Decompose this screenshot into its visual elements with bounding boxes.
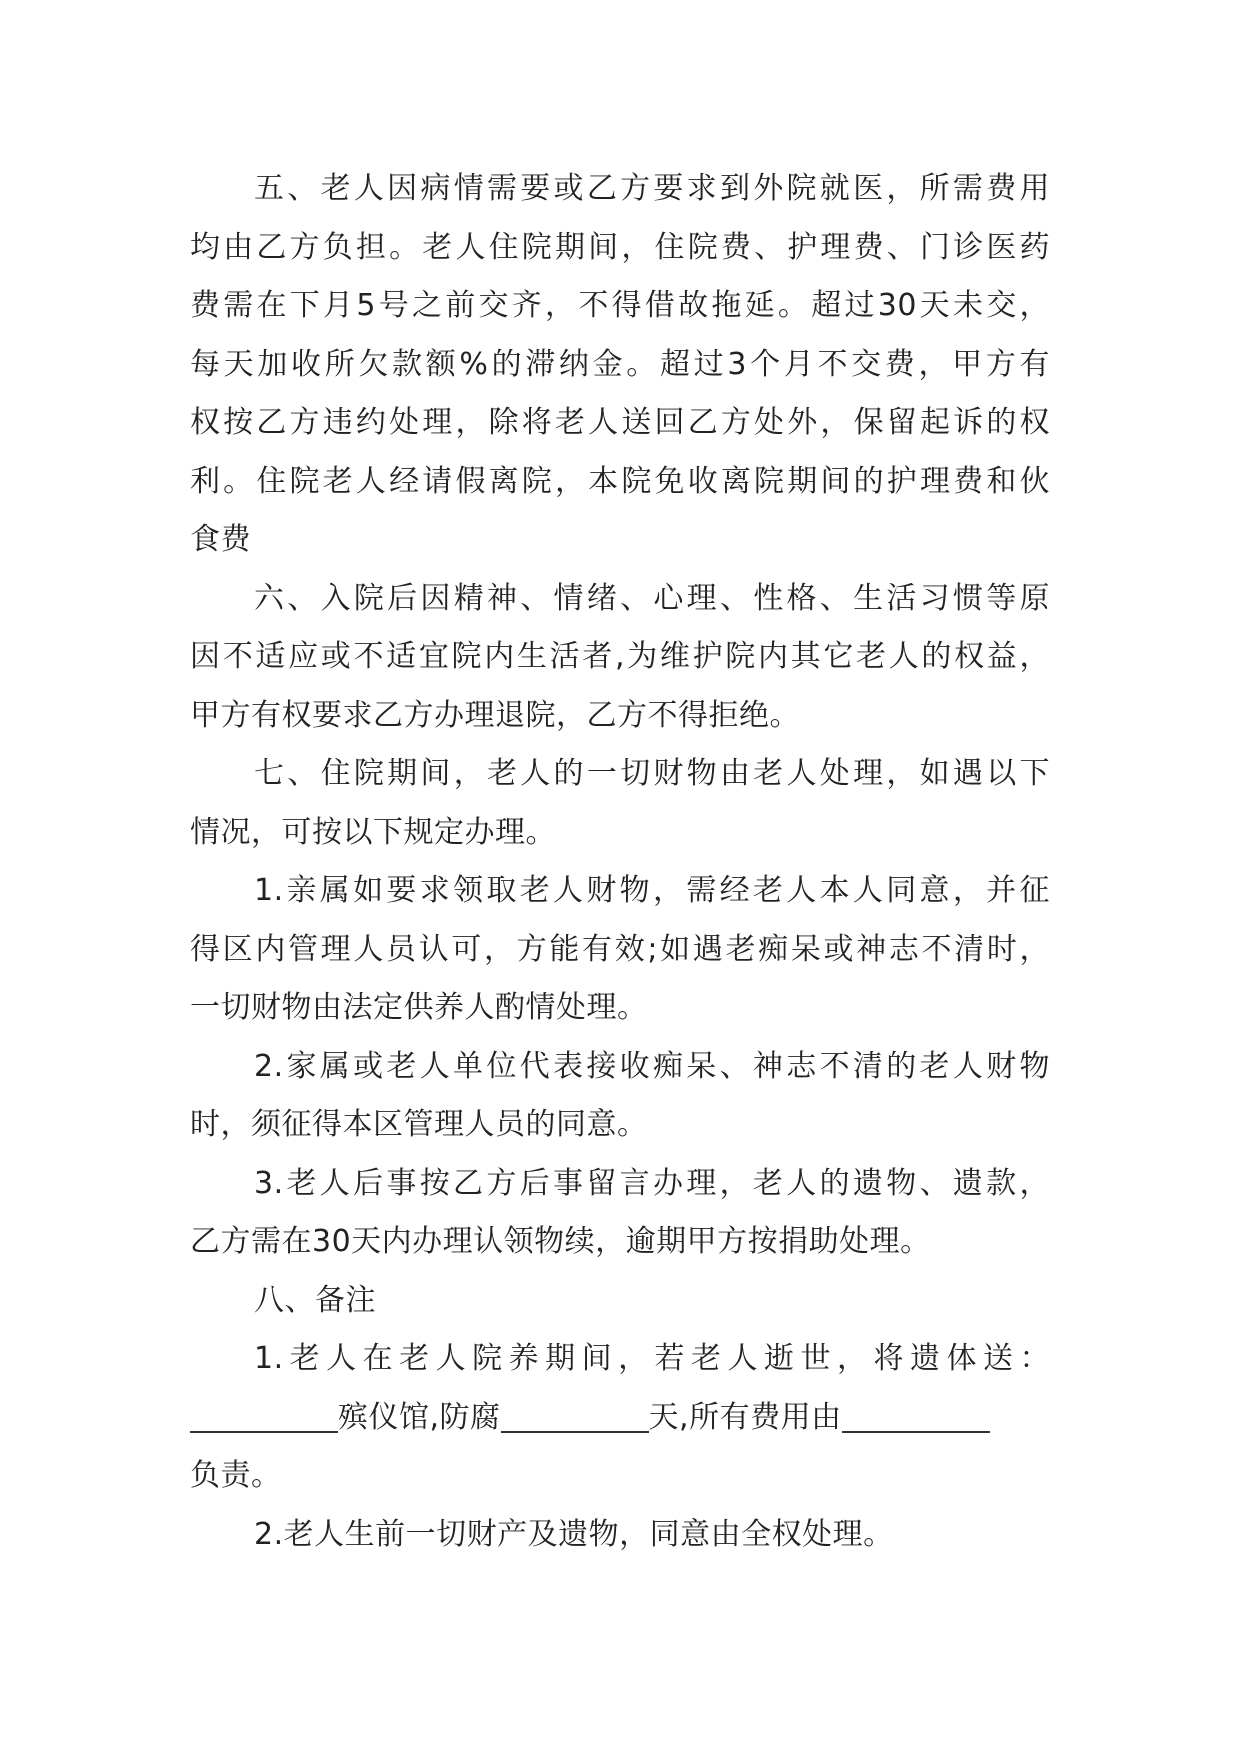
section-5 [190,160,1050,570]
section-5-line-2: 均由乙方负担。老人住院期间，住院费、护理费、门诊医药 [190,229,1050,265]
blank-days [501,1403,649,1433]
section-7 [190,745,1050,1272]
section-8-item-1-line-2 [190,1389,1050,1448]
section-6-line-2: 因不适应或不适宜院内生活者,为维护院内其它老人的权益， [190,639,1050,674]
section-5-line-5: 权按乙方违约处理，除将老人送回乙方处外，保留起诉的权 [190,405,1050,440]
section-5-line-6: 利。住院老人经请假离院，本院免收离院期间的护理费和伙 [190,463,1050,499]
section-7-item-3-line-1: 3.老人后事按乙方后事留言办理，老人的遗物、遗款， [254,1165,1050,1201]
section-7-line-2: 情况，可按以下规定办理。 [190,814,556,850]
section-8-item-1-line-3: 负责。 [190,1458,282,1493]
document-page [190,160,1050,1564]
section-7-item-1-line-3: 一切财物由法定供养人酌情处理。 [190,990,648,1025]
section-8-item-1-part-a: 殡仪馆,防腐 [338,1399,501,1435]
blank-funeral-home [190,1403,338,1433]
section-6-line-3: 甲方有权要求乙方办理退院，乙方不得拒绝。 [190,697,800,733]
section-7-item-2-line-1: 2.家属或老人单位代表接收痴呆、神志不清的老人财物 [254,1048,1050,1084]
section-6 [190,570,1050,746]
section-8 [190,1272,1050,1565]
section-8-item-1-line-1: 1.老人在老人院养期间，若老人逝世，将遗体送： [254,1341,1050,1376]
section-7-item-3-line-2: 乙方需在30天内办理认领物续，逾期甲方按捐助处理。 [190,1224,931,1259]
section-5-line-7: 食费 [190,522,251,557]
section-7-item-2-line-2: 时，须征得本区管理人员的同意。 [190,1107,648,1142]
section-6-line-1: 六、入院后因精神、情绪、心理、性格、生活习惯等原 [254,580,1050,616]
blank-responsible-party [842,1403,990,1433]
section-7-item-1-line-2: 得区内管理人员认可，方能有效;如遇老痴呆或神志不清时， [190,931,1050,967]
section-5-line-1: 五、老人因病情需要或乙方要求到外院就医，所需费用 [254,171,1050,206]
section-8-heading: 八、备注 [254,1282,376,1318]
section-8-item-2: 2.老人生前一切财产及遗物，同意由全权处理。 [254,1516,894,1552]
section-7-line-1: 七、住院期间，老人的一切财物由老人处理，如遇以下 [254,756,1050,791]
section-8-item-1-part-b: 天,所有费用由 [648,1399,842,1435]
section-5-line-3: 费需在下月5号之前交齐，不得借故拖延。超过30天未交， [190,288,1050,323]
section-7-item-1-line-1: 1.亲属如要求领取老人财物，需经老人本人同意，并征 [254,873,1050,908]
section-5-line-4: 每天加收所欠款额%的滞纳金。超过3个月不交费，甲方有 [190,346,1050,382]
